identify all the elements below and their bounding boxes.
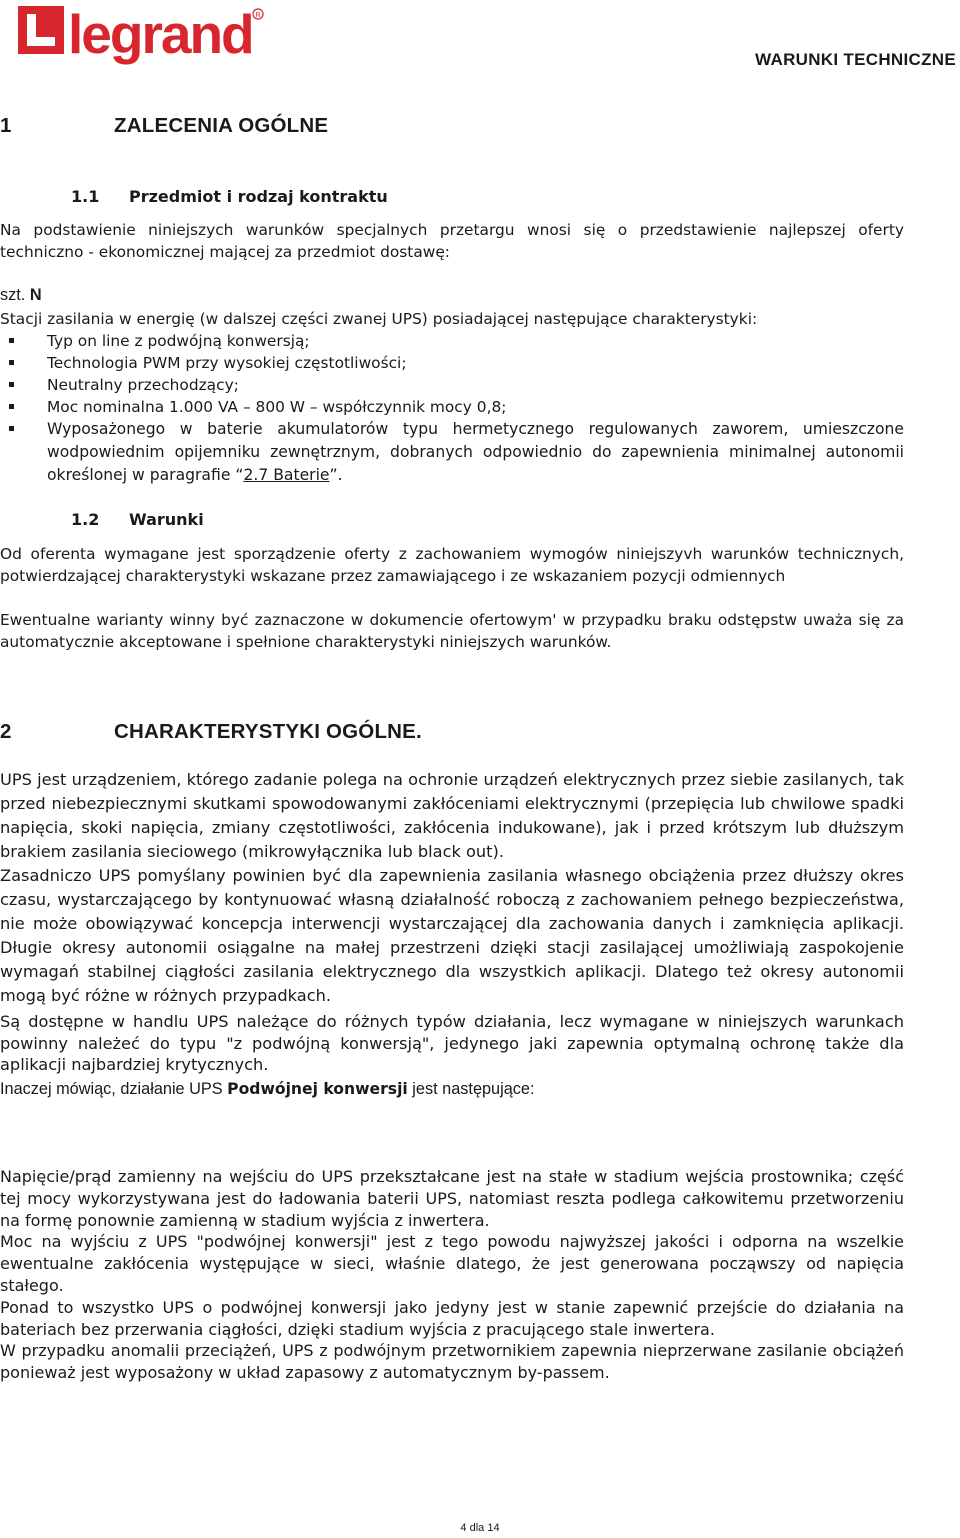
paragraph <box>0 1078 904 1100</box>
list-item: Typ on line z podwójną konwersją; <box>0 330 904 352</box>
legrand-logo <box>18 4 268 66</box>
section-title: ZALECENIA OGÓLNE <box>114 114 329 137</box>
bold-term: Podwójnej konwersji <box>227 1079 408 1098</box>
section-2-heading <box>0 720 422 744</box>
section-title: CHARAKTERYSTYKI OGÓLNE. <box>114 720 422 743</box>
quantity-label: szt. <box>0 286 26 304</box>
paragraph: Zasadniczo UPS pomyślany powinien być dla zapewnienia zasilania własnego obciążenia przez dłuższy okres czasu, wystarczającego by kontynuować własną działalność roboczą z zachowaniem pełnego bezpieczeństwa, nie może obowiązywać koncepcja interwencji wystarczającej dla zachowania danych i zamknięcia aplikacji. Długie okresy autonomii osiągalne na małej przestrzeni dzięki stacji zasilającej umożliwiają zaspokojenie wymagań stabilnej ciągłości zasilania elektrycznego dla wszystkich aplikacji. Dlatego też okresy autonomii mogą być różne w różnych przypadkach. <box>0 866 904 1005</box>
subsection-number: 1.2 <box>71 510 100 529</box>
paragraph: UPS jest urządzeniem, którego zadanie polega na ochronie urządzeń elektrycznych przez siebie zasilanych, tak przed niebezpiecznymi skutkami spowodowanymi zakłóceniami elektrycznymi (przepięcia lub chwilowe spadki napięcia, skoki napięcia, zmiany częstotliwości, zakłócenia indukowane), jak i przed krótszym lub dłuższym brakiem zasilania sieciowego (mikrowyłącznika lub black out). <box>0 770 904 861</box>
paragraph: Napięcie/prąd zamienny na wejściu do UPS przekształcane jest na stałe w stadium wejścia prostownika; część tej mocy wykorzystywana jest do ładowania baterii UPS, natomiast reszta podlega całkowitemu przetworzeniu na formę ponownie zamienną w stadium wyjścia z inwertera. <box>0 1167 904 1230</box>
section-2-body <box>0 768 904 1100</box>
paragraph: Są dostępne w handlu UPS należące do różnych typów działania, lecz wymagane w niniejszych warunkach powinny należeć do typu "z podwójną konwersją", jedynego jaki zapewnia optymalną ochronę także dla aplikacji najbardziej krytycznych. <box>0 1012 904 1074</box>
conditions-paragraph-1: Od oferenta wymagane jest sporządzenie oferty z zachowaniem wymogów niniejszyvh warunków technicznych, potwierdzającej charakterystyki wskazane przez zamawiającego i ze wskazaniem pozycji odmiennych <box>0 545 904 585</box>
conditions-paragraph-2: Ewentualne warianty winny być zaznaczone w dokumencie ofertowym' w przypadku braku odstępstw uważa się za automatycznie akceptowane i spełnione charakterystyki niniejszych warunków. <box>0 611 904 651</box>
characteristics-list <box>0 330 904 487</box>
subsection-title: Przedmiot i rodzaj kontraktu <box>129 187 388 206</box>
document-type-label: WARUNKI TECHNICZNE <box>755 50 956 69</box>
list-item: Neutralny przechodzący; <box>0 374 904 396</box>
subsection-title: Warunki <box>129 510 204 529</box>
subsection-1-1-heading <box>71 187 388 206</box>
section-1-heading <box>0 114 328 138</box>
logo-wordmark: legrand <box>68 4 253 65</box>
section-reference-link[interactable]: 2.7 Baterie <box>243 466 330 484</box>
list-item: Technologia PWM przy wysokiej częstotliwości; <box>0 352 904 374</box>
paragraph: W przypadku anomalii przeciążeń, UPS z podwójnym przetwornikiem zapewnia nieprzerwane zasilanie obciążeń ponieważ jest wyposażony w układ zapasowy z automatycznym by-passem. <box>0 1341 904 1383</box>
page-number: 4 dla 14 <box>460 1522 500 1534</box>
quantity-value: N <box>29 286 42 304</box>
intro-paragraph: Na podstawienie niniejszych warunków specjalnych przetargu wnosi się o przedstawienie najlepszej oferty techniczno - ekonomicznej mającej za przedmiot dostawę: <box>0 221 904 261</box>
paragraph: Ponad to wszystko UPS o podwójnej konwersji jako jedyny jest w stanie zapewnić przejście do działania na bateriach bez przerwania ciągłości, dzięki stadium wyjścia z pracującego stale inwertera. <box>0 1297 904 1339</box>
list-item-text: Wyposażonego w baterie akumulatorów typu hermetycznego regulowanych zaworem, umieszczone wodpowiednim opijemniku zewnętrznym, dobranych odpowiednio do zapewnienia minimalnej autonomii określonej w paragrafie “ <box>47 420 904 484</box>
list-item <box>0 418 904 487</box>
section-number: 1 <box>0 114 12 137</box>
subsection-1-2-heading <box>71 510 204 529</box>
section-number: 2 <box>0 720 12 743</box>
paragraph-text-end: jest następujące: <box>407 1079 535 1098</box>
paragraph: Moc na wyjściu z UPS "podwójnej konwersji" jest z tego powodu najwyższej jakości i odporna na wszelkie ewentualne zakłócenia występujące w sieci, właśnie dlatego, że jest generowana począwszy od napięcia stałego. <box>0 1232 904 1295</box>
paragraph-text: Inaczej mówiąc, działanie UPS <box>0 1079 228 1098</box>
section-2-body-continued <box>0 1166 904 1384</box>
list-item-text-end: ”. <box>329 466 343 484</box>
lead-paragraph: Stacji zasilania w energię (w dalszej części zwanej UPS) posiadającej następujące charakterystyki: <box>0 310 758 328</box>
svg-text:R: R <box>255 12 261 19</box>
subsection-number: 1.1 <box>71 187 100 206</box>
list-item: Moc nominalna 1.000 VA – 800 W – współczynnik mocy 0,8; <box>0 396 904 418</box>
quantity-line <box>0 286 42 305</box>
